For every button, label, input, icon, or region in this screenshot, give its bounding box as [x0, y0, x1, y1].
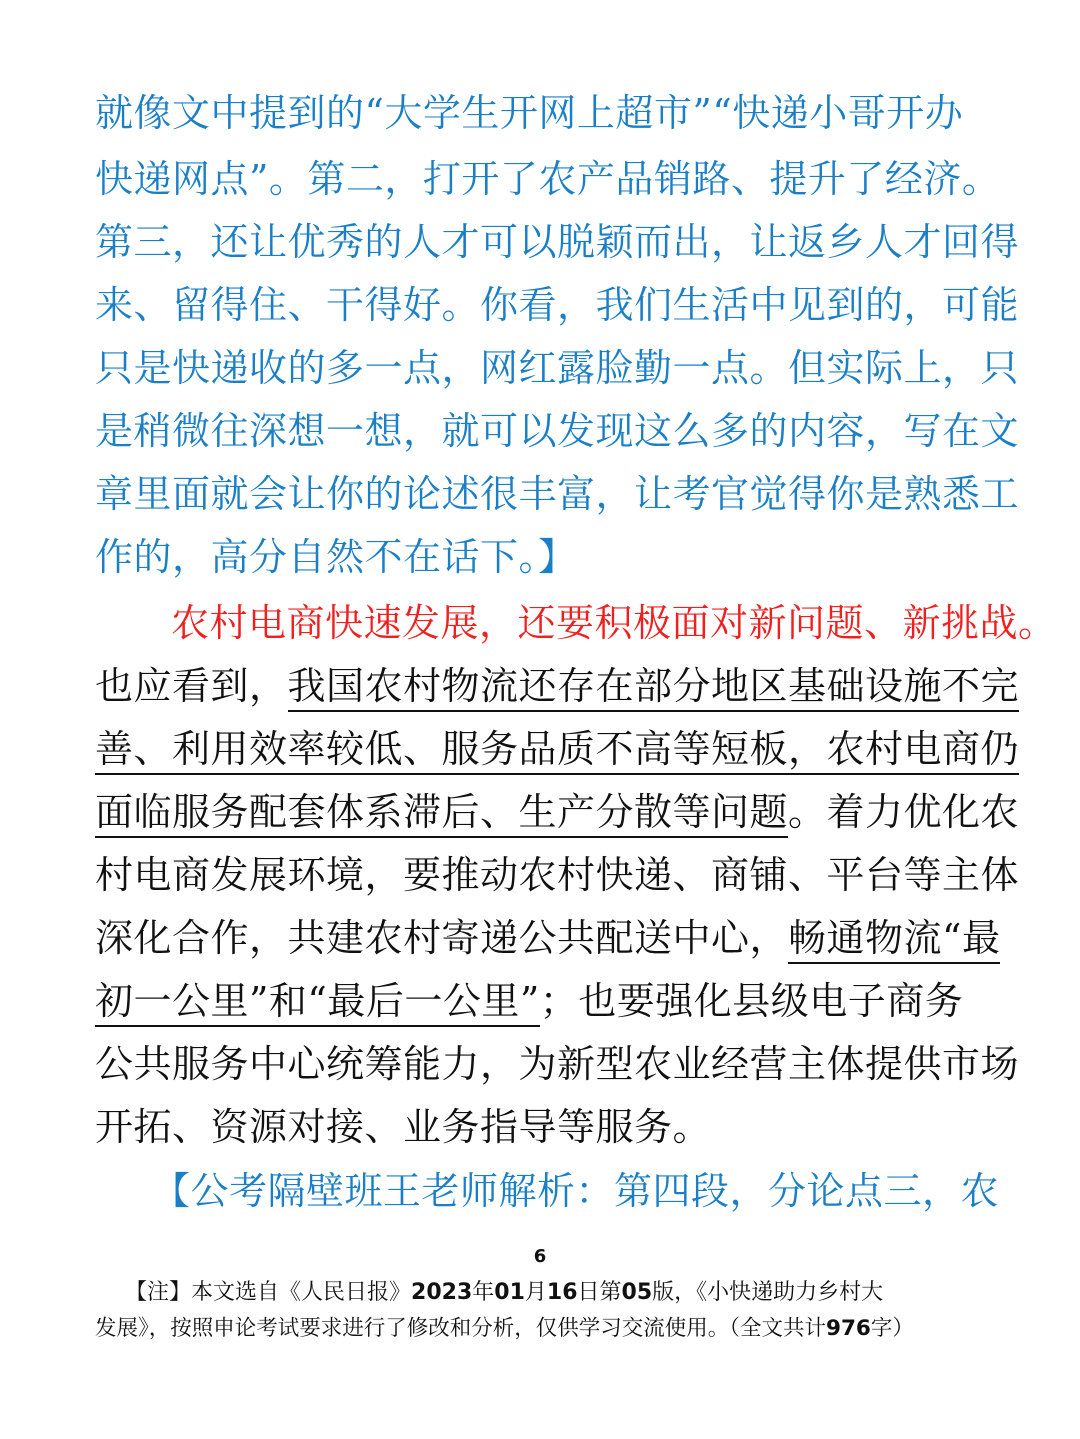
source-note-line [125, 1276, 1025, 1310]
paragraph-text: 。着力优化农 [788, 790, 1020, 834]
analysis-text-line: 是稍微往深想一想，就可以发现这么多的内容，写在文 [95, 409, 1020, 453]
note-text: 版，《小快递助力乡村大 [652, 1280, 884, 1305]
analysis-text-line: 第三，还让优秀的人才可以脱颖而出，让返乡人才回得 [95, 220, 1020, 264]
note-text: 月 [524, 1280, 547, 1305]
analysis-text-line: 只是快递收的多一点，网红露脸勤一点。但实际上，只 [95, 346, 1020, 390]
underlined-text: 我国农村物流还存在部分地区基础设施不完 [288, 664, 1020, 712]
underlined-text: 善、利用效率较低、服务品质不高等短板，农村电商仍 [95, 727, 1019, 775]
note-month: 01 [494, 1280, 525, 1305]
note-year: 2023 [411, 1280, 473, 1305]
note-text: 日第 [577, 1280, 622, 1305]
paragraph-line [95, 779, 1020, 845]
paragraph-line: 公共服务中心统筹能力，为新型农业经营主体提供市场 [95, 1042, 1020, 1086]
note-day: 16 [546, 1280, 578, 1305]
paragraph-line: 开拓、资源对接、业务指导等服务。 [95, 1105, 712, 1149]
analysis-text-line: 章里面就会让你的论述很丰富，让考官觉得你是熟悉工 [95, 472, 1020, 516]
paragraph-line [95, 905, 1001, 971]
analysis-heading: 【公考隔壁班王老师解析：第四段，分论点三，农 [152, 1169, 1000, 1213]
underlined-text: 面临服务配套体系滞后、生产分散等问题 [95, 790, 788, 838]
red-heading: 农村电商快速发展，还要积极面对新问题、新挑战。 [171, 601, 1057, 645]
paragraph-line: 村电商发展环境，要推动农村快递、商铺、平台等主体 [95, 853, 1020, 897]
note-text: 年 [472, 1280, 495, 1305]
paragraph-text: 也应看到， [95, 664, 288, 708]
analysis-text-line: 作的，高分自然不在话下。】 [95, 535, 577, 579]
page-number: 6 [533, 1246, 547, 1267]
analysis-text-line: 来、留得住、干得好。你看，我们生活中见到的，可能 [95, 283, 1020, 327]
paragraph-line [95, 968, 987, 1034]
note-text: 发展》，按照申论考试要求进行了修改和分析，仅供学习交流使用。（全文共计 [95, 1316, 827, 1341]
paragraph-line [95, 653, 1020, 719]
note-word-count: 976 [826, 1316, 871, 1341]
source-note-line [95, 1312, 995, 1346]
paragraph-text: 深化合作，共建农村寄递公共配送中心， [95, 916, 789, 960]
analysis-text-line: 就像文中提到的“大学生开网上超市”“快递小哥开办 [95, 91, 964, 135]
note-text: 【注】本文选自《人民日报》 [125, 1280, 412, 1305]
paragraph-text: ；也要强化县级电子商务 [539, 979, 964, 1023]
underlined-text: 畅通物流“最 [788, 916, 1000, 964]
analysis-text-line: 快递网点”。第二，打开了农产品销路、提升了经济。 [95, 157, 1001, 201]
underlined-text: 初一公里”和“最后一公里” [95, 979, 540, 1027]
note-edition: 05 [621, 1280, 653, 1305]
note-text: 字） [870, 1316, 914, 1341]
paragraph-line [95, 716, 1020, 782]
